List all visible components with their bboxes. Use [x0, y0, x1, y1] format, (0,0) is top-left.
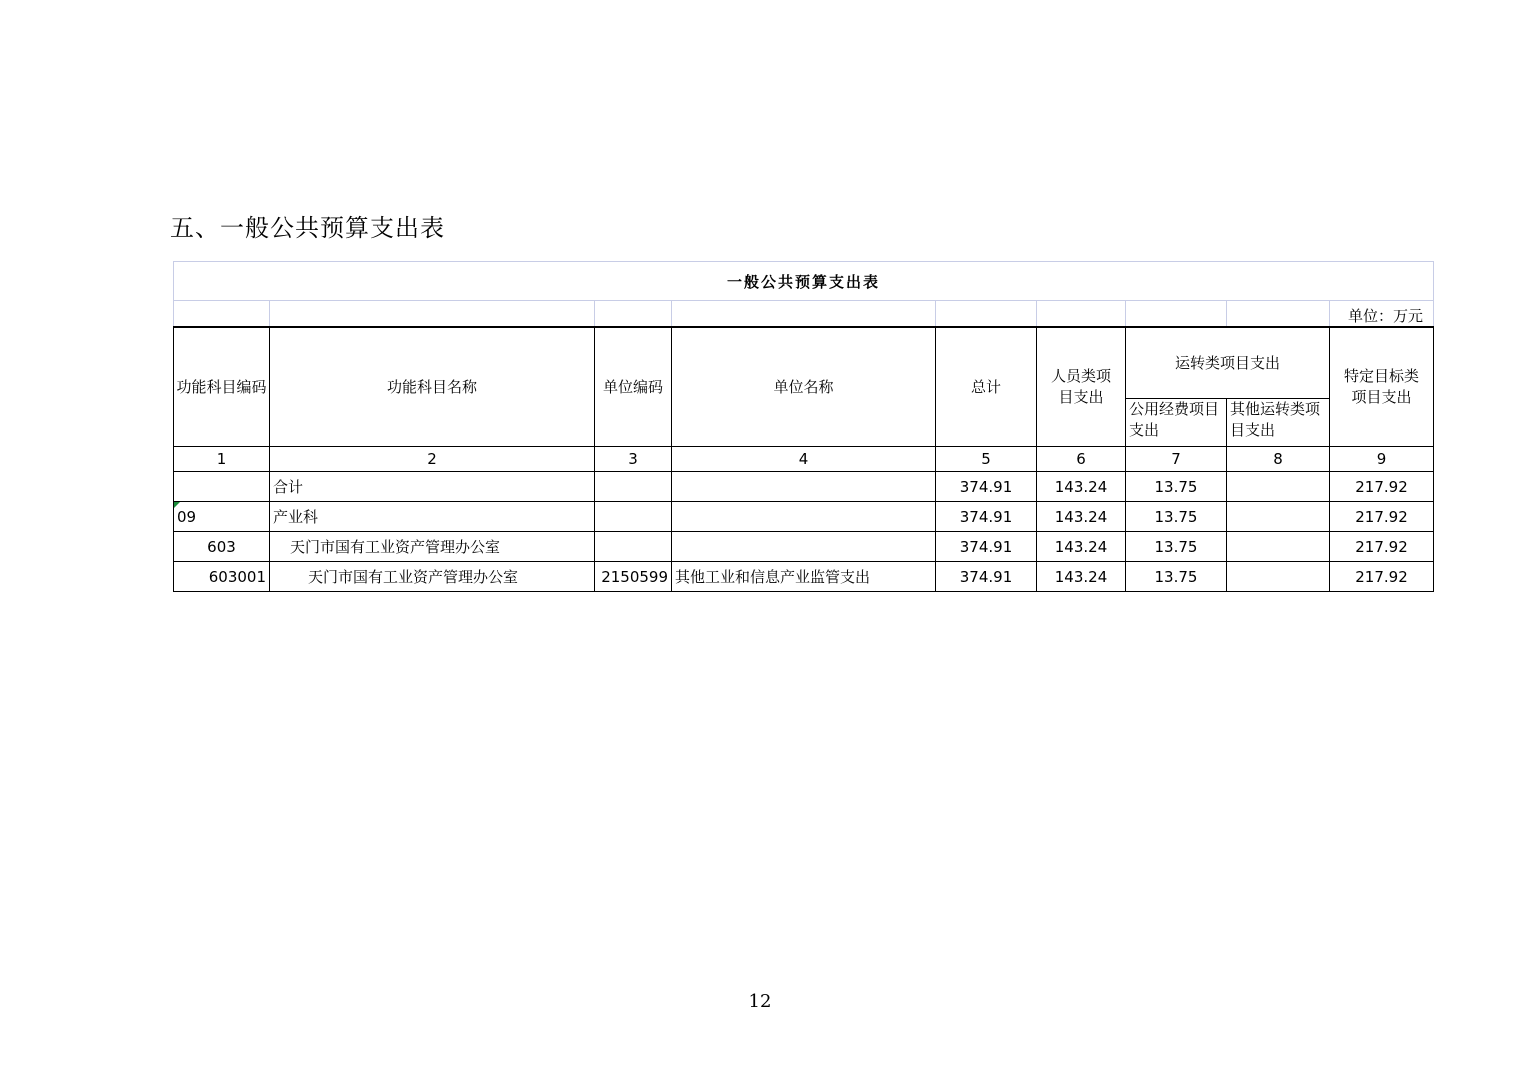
blank-cell	[595, 301, 672, 328]
column-index-row	[174, 447, 1434, 472]
unit-code-cell: 2150599	[595, 562, 672, 592]
unit-row	[174, 301, 1434, 328]
public-funds-cell: 13.75	[1126, 532, 1227, 562]
public-funds-cell: 13.75	[1126, 472, 1227, 502]
header-other-operation: 其他运转类项目支出	[1227, 399, 1330, 447]
blank-cell	[270, 301, 595, 328]
total-cell: 374.91	[936, 562, 1037, 592]
personnel-cell: 143.24	[1037, 502, 1126, 532]
unit-code-cell	[595, 472, 672, 502]
header-unit-name: 单位名称	[672, 327, 936, 447]
column-index: 5	[936, 447, 1037, 472]
column-index: 8	[1227, 447, 1330, 472]
func-code-cell	[174, 502, 270, 532]
blank-cell	[1227, 301, 1330, 328]
unit-label: 单位：万元	[1330, 301, 1434, 328]
other-operation-cell	[1227, 472, 1330, 502]
table-row	[174, 502, 1434, 532]
specific-cell: 217.92	[1330, 532, 1434, 562]
unit-name-cell	[672, 532, 936, 562]
table-title: 一般公共预算支出表	[174, 262, 1434, 301]
blank-cell	[672, 301, 936, 328]
unit-name-cell	[672, 472, 936, 502]
unit-code-cell	[595, 502, 672, 532]
specific-cell: 217.92	[1330, 472, 1434, 502]
page-number: 12	[748, 991, 772, 1012]
column-index: 4	[672, 447, 936, 472]
header-func-code: 功能科目编码	[174, 327, 270, 447]
header-total: 总计	[936, 327, 1037, 447]
header-operation-group: 运转类项目支出	[1126, 327, 1330, 399]
personnel-cell: 143.24	[1037, 472, 1126, 502]
func-name-cell: 天门市国有工业资产管理办公室	[270, 532, 595, 562]
unit-code-cell	[595, 532, 672, 562]
header-func-name: 功能科目名称	[270, 327, 595, 447]
header-public-funds: 公用经费项目支出	[1126, 399, 1227, 447]
column-index: 9	[1330, 447, 1434, 472]
specific-cell: 217.92	[1330, 502, 1434, 532]
total-cell: 374.91	[936, 472, 1037, 502]
table-row	[174, 532, 1434, 562]
column-index: 3	[595, 447, 672, 472]
header-specific: 特定目标类项目支出	[1330, 327, 1434, 447]
other-operation-cell	[1227, 532, 1330, 562]
header-personnel: 人员类项目支出	[1037, 327, 1126, 447]
column-index: 1	[174, 447, 270, 472]
column-index: 7	[1126, 447, 1227, 472]
func-name-cell: 合计	[270, 472, 595, 502]
title-row	[174, 262, 1434, 301]
personnel-cell: 143.24	[1037, 532, 1126, 562]
blank-cell	[174, 301, 270, 328]
func-name-cell: 天门市国有工业资产管理办公室	[270, 562, 595, 592]
unit-name-cell	[672, 502, 936, 532]
blank-cell	[936, 301, 1037, 328]
other-operation-cell	[1227, 562, 1330, 592]
personnel-cell: 143.24	[1037, 562, 1126, 592]
unit-name-cell: 其他工业和信息产业监管支出	[672, 562, 936, 592]
total-cell: 374.91	[936, 502, 1037, 532]
table-row	[174, 472, 1434, 502]
public-funds-cell: 13.75	[1126, 562, 1227, 592]
column-index: 6	[1037, 447, 1126, 472]
header-row-top	[174, 327, 1434, 399]
blank-cell	[1126, 301, 1227, 328]
public-funds-cell: 13.75	[1126, 502, 1227, 532]
func-code-text: 09	[177, 507, 197, 526]
func-name-cell: 产业科	[270, 502, 595, 532]
cell-marker-icon	[174, 502, 180, 508]
specific-cell: 217.92	[1330, 562, 1434, 592]
func-code-cell: 603	[174, 532, 270, 562]
section-heading: 五、一般公共预算支出表	[170, 214, 445, 242]
blank-cell	[1037, 301, 1126, 328]
budget-expenditure-table	[173, 261, 1434, 592]
func-code-cell	[174, 472, 270, 502]
total-cell: 374.91	[936, 532, 1037, 562]
other-operation-cell	[1227, 502, 1330, 532]
table-row	[174, 562, 1434, 592]
column-index: 2	[270, 447, 595, 472]
func-code-cell: 603001	[174, 562, 270, 592]
header-unit-code: 单位编码	[595, 327, 672, 447]
